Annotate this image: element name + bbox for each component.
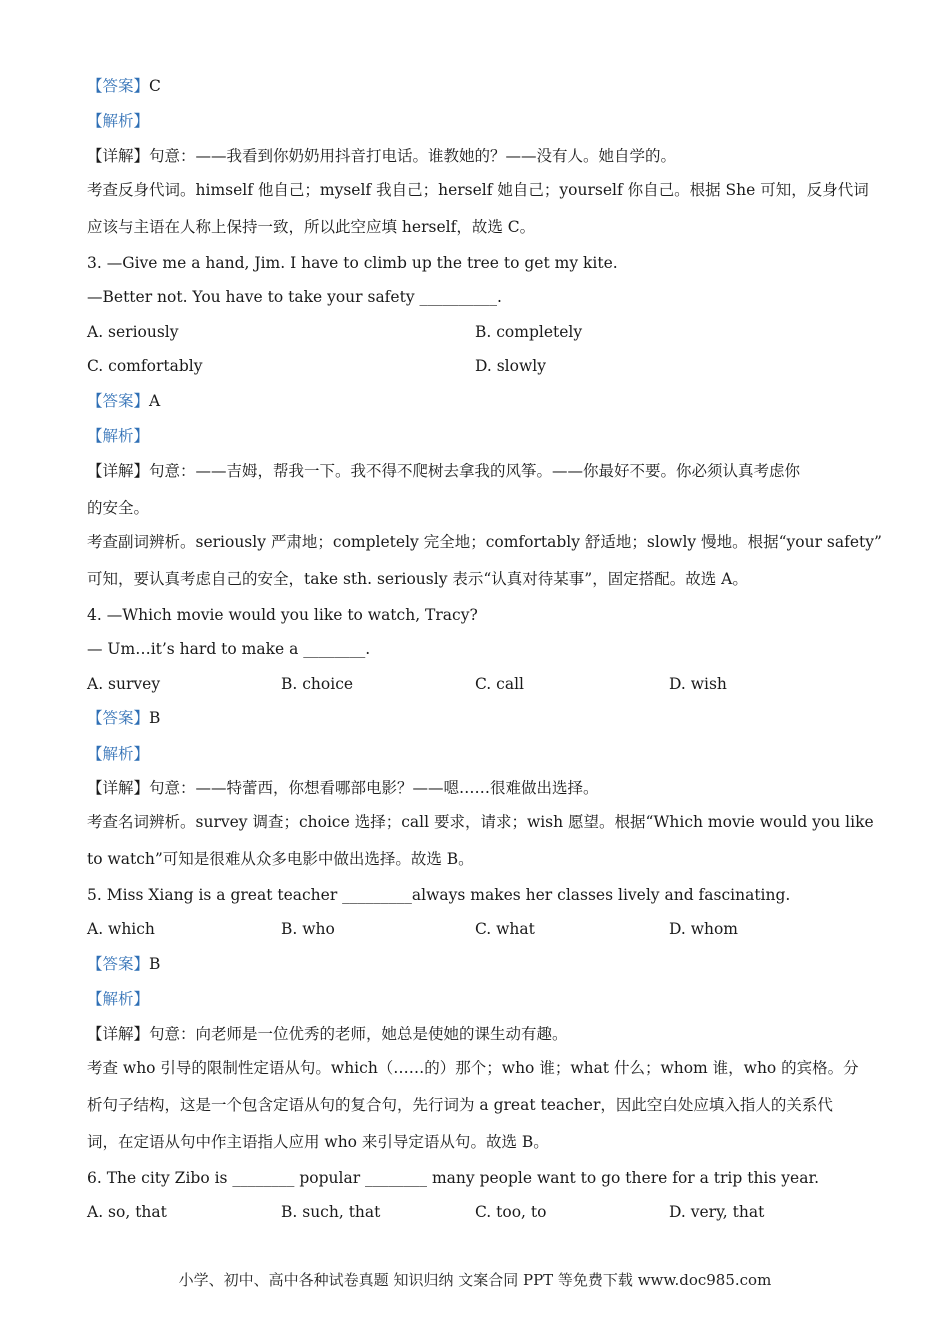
answer-line — [87, 708, 160, 728]
question-stem: 3. —Give me a hand, Jim. I have to climb up the tree to get my kite. — [87, 254, 618, 272]
analysis-line — [87, 744, 149, 764]
option-c: C. too, to — [475, 1203, 547, 1221]
analysis-tag: 【解析】 — [87, 427, 150, 445]
option-c: C. comfortably — [87, 357, 203, 375]
question-stem: 4. —Which movie would you like to watch, Tracy? — [87, 606, 478, 624]
question-stem: 6. The city Zibo is ________ popular ________ many people want to go there for a trip this year. — [87, 1169, 820, 1187]
page-footer: 小学、初中、高中各种试卷真题 知识归纳 文案合同 PPT 等免费下载 www.doc985.com — [178, 1271, 772, 1289]
explanation-line: 的安全。 — [87, 499, 150, 517]
option-a: A. survey — [87, 675, 161, 693]
option-d: D. slowly — [475, 357, 546, 375]
explanation-line: 可知，要认真考虑自己的安全，take sth. seriously 表示“认真对待某事”，固定搭配。故选 A。 — [87, 570, 748, 588]
answer-line — [87, 954, 160, 974]
analysis-line — [87, 426, 149, 446]
explanation-line: to watch”可知是很难从众多电影中做出选择。故选 B。 — [87, 850, 474, 868]
option-b: B. who — [281, 920, 335, 938]
question-stem: — Um…it’s hard to make a ________. — [87, 640, 371, 658]
answer-value: B — [149, 955, 161, 973]
answer-tag: 【答案】 — [87, 709, 150, 727]
detail-line — [87, 1024, 568, 1044]
explanation-line: 考查 who 引导的限制性定语从句。which（……的）那个；who 谁；what 什么；whom 谁，who 的宾格。分 — [87, 1059, 859, 1077]
detail-tag: 【详解】 — [87, 462, 150, 480]
answer-line — [87, 391, 160, 411]
option-c: C. call — [475, 675, 524, 693]
analysis-line — [87, 111, 149, 131]
explanation-line: 词，在定语从句中作主语指人应用 who 来引导定语从句。故选 B。 — [87, 1133, 549, 1151]
question-stem: 5. Miss Xiang is a great teacher _________always makes her classes lively and fascinating. — [87, 886, 791, 904]
answer-value: A — [149, 392, 161, 410]
detail-tag: 【详解】 — [87, 1025, 150, 1043]
analysis-tag: 【解析】 — [87, 112, 150, 130]
explanation-line: 应该与主语在人称上保持一致，所以此空应填 herself，故选 C。 — [87, 218, 536, 236]
detail-line — [87, 146, 676, 166]
option-b: B. choice — [281, 675, 354, 693]
answer-line — [87, 76, 161, 96]
detail-line — [87, 461, 800, 481]
explanation-line: 考查反身代词。himself 他自己；myself 我自己；herself 她自己；yourself 你自己。根据 She 可知，反身代词 — [87, 181, 869, 199]
answer-tag: 【答案】 — [87, 392, 150, 410]
option-a: A. which — [87, 920, 155, 938]
detail-text: 句意：——吉姆，帮我一下。我不得不爬树去拿我的风筝。——你最好不要。你必须认真考虑你 — [149, 462, 801, 480]
detail-line — [87, 778, 599, 798]
explanation-line: 考查名词辨析。survey 调查；choice 选择；call 要求，请求；wish 愿望。根据“Which movie would you like — [87, 813, 874, 831]
explanation-line: 考查副词辨析。seriously 严肃地；completely 完全地；comfortably 舒适地；slowly 慢地。根据“your safety” — [87, 533, 882, 551]
detail-text: 句意：——特蕾西，你想看哪部电影？——嗯……很难做出选择。 — [149, 779, 599, 797]
answer-value: B — [149, 709, 161, 727]
option-d: D. whom — [669, 920, 739, 938]
option-b: B. such, that — [281, 1203, 381, 1221]
option-d: D. wish — [669, 675, 727, 693]
analysis-tag: 【解析】 — [87, 990, 150, 1008]
question-stem: —Better not. You have to take your safety __________. — [87, 288, 502, 306]
option-a: A. so, that — [87, 1203, 167, 1221]
detail-text: 句意：向老师是一位优秀的老师，她总是使她的课生动有趣。 — [149, 1025, 568, 1043]
explanation-line: 析句子结构，这是一个包含定语从句的复合句，先行词为 a great teacher，因此空白处应填入指人的关系代 — [87, 1096, 833, 1114]
answer-tag: 【答案】 — [87, 955, 150, 973]
detail-text: 句意：——我看到你奶奶用抖音打电话。谁教她的？——没有人。她自学的。 — [149, 147, 677, 165]
option-d: D. very, that — [669, 1203, 765, 1221]
answer-value: C — [149, 77, 161, 95]
detail-tag: 【详解】 — [87, 779, 150, 797]
analysis-tag: 【解析】 — [87, 745, 150, 763]
analysis-line — [87, 989, 149, 1009]
answer-tag: 【答案】 — [87, 77, 150, 95]
option-b: B. completely — [475, 323, 583, 341]
option-c: C. what — [475, 920, 535, 938]
detail-tag: 【详解】 — [87, 147, 150, 165]
option-a: A. seriously — [87, 323, 179, 341]
